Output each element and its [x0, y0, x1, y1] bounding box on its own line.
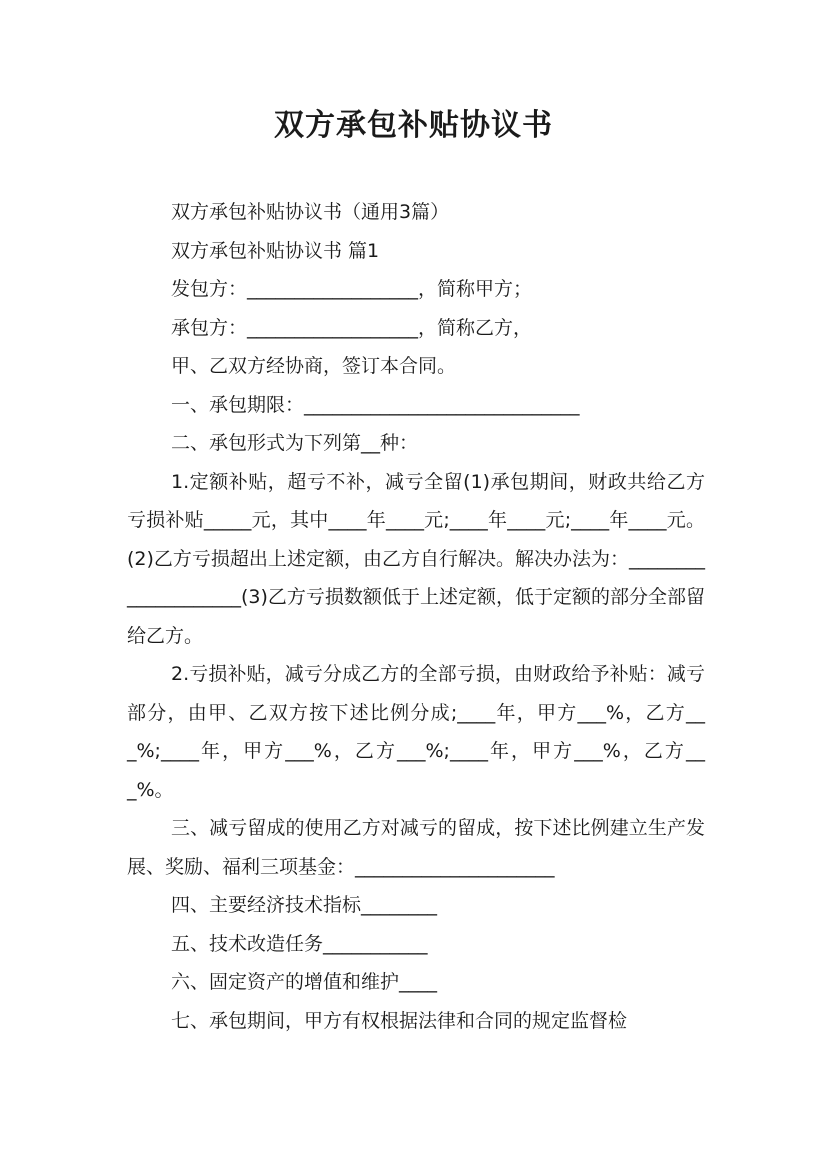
paragraph-clause-4: 四、主要经济技术指标________ — [171, 894, 438, 916]
paragraph-clause-7: 七、承包期间，甲方有权根据法律和合同的规定监督检 — [171, 1009, 628, 1032]
paragraph-clause-1: 一、承包期限：_____________________________ — [171, 393, 580, 416]
paragraph-clause-2-item-1: 1.定额补贴，超亏不补，减亏全留(1)承包期间，财政共给乙方亏损补贴_____元，其中____年____元;____年____元;____年____元。(2)乙方亏损超出上述定额，由乙方自行解决。解决办法为：____________________(3)乙方亏损数额低于上述定额，低于定额的部分全部留给乙方。 — [127, 470, 705, 647]
paragraph-clause-2-item-2: 2.亏损补贴，减亏分成乙方的全部亏损，由财政给予补贴：减亏部分，由甲、乙双方按下述比例分成;____年，甲方___%，乙方___%;____年，甲方___%，乙方___%;____年，甲方___%，乙方___%。 — [127, 663, 705, 801]
paragraph-party-a: 发包方：__________________，简称甲方； — [171, 278, 533, 300]
paragraph-clause-2: 二、承包形式为下列第__种： — [171, 432, 419, 454]
paragraph-article-title: 双方承包补贴协议书 篇1 — [171, 239, 380, 262]
document-title: 双方承包补贴协议书 — [274, 108, 553, 143]
paragraph-party-b: 承包方：__________________，简称乙方， — [171, 316, 533, 339]
paragraph-clause-5: 五、技术改造任务___________ — [171, 932, 428, 955]
paragraph-agreement: 甲、乙双方经协商，签订本合同。 — [171, 355, 457, 377]
paragraph-clause-3: 三、减亏留成的使用乙方对减亏的留成，按下述比例建立生产发展、奖励、福利三项基金：_____________________ — [127, 817, 705, 878]
document-body — [127, 193, 705, 1040]
paragraph-heading: 双方承包补贴协议书（通用3篇） — [171, 201, 450, 223]
paragraph-clause-6: 六、固定资产的增值和维护____ — [171, 971, 438, 993]
